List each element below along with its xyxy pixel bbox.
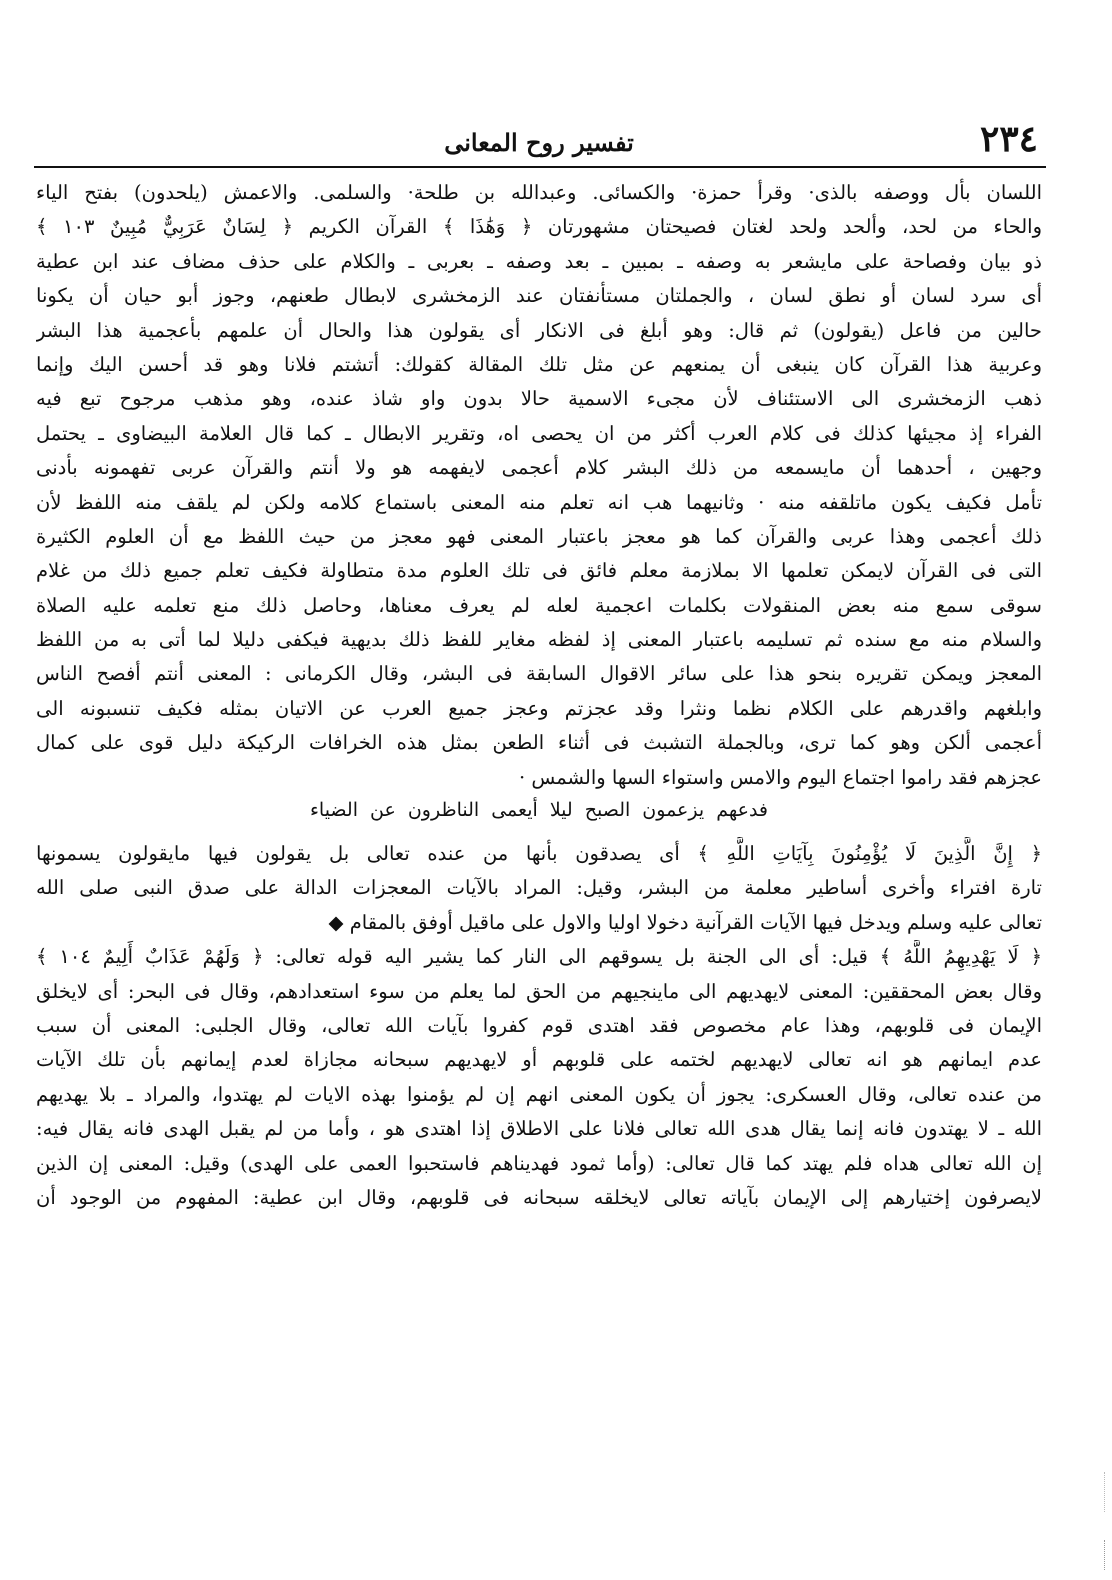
text-line: وعربية هذا القرآن كان ينبغى أن يمنعهم عن مثل تلك المقالة كقولك: أتشتم فلانا وهو قد أحسن اليك وإنما — [36, 352, 1042, 376]
text-line: عجزهم فقد راموا اجتماع اليوم والامس واستواء السها والشمس · — [519, 765, 1042, 789]
text-line: تأمل فكيف يكون ماتلقفه منه · وثانيهما هب انه تعلم منه المعنى باستماع كلامه ولكن لم يلقف منه اللفظ لأن — [36, 490, 1042, 514]
text-line: التى فى القرآن لايمكن تعلمها الا بملازمة معلم فائق فى تلك العلوم مدة متطاولة فكيف تعلم جميع ذلك من غلام — [36, 559, 1042, 583]
text-line: وقال بعض المحققين: المعنى لايهديهم الى ماينجيهم من الحق لما يعلم من سوء استعدادهم، وقال فى البحر: أى لايخلق — [36, 979, 1042, 1003]
page-number: ٢٣٤ — [979, 118, 1038, 160]
scan-artifact — [1104, 1540, 1106, 1570]
scan-artifact — [1104, 1472, 1106, 1512]
text-line: عدم ايمانهم هو انه تعالى لايهديهم لختمه على قلوبهم أو لايهديهم سبحانه مجازاة لعدم إيمانهم بأن تلك الآيات — [36, 1048, 1042, 1072]
header-rule — [34, 166, 1046, 168]
text-line: وجهين ، أحدهما أن مايسمعه من ذلك البشر كلام أعجمى لايفهمه هو ولا أنتم والقرآن عربى تفهمونه بأدنى — [36, 456, 1042, 480]
text-line: وابلغهم واقدرهم على الكلام نظما ونثرا وقد عجزتم وعجز جميع العرب عن الاتيان بمثله فكيف تنسبونه الى — [36, 696, 1042, 720]
text-line: أى سرد لسان أو نطق لسان ، والجملتان مستأنفتان عند الزمخشرى لابطال طعنهم، وجوز أبو حيان أن يكونا — [36, 284, 1042, 308]
text-line: الإيمان فى قلوبهم، وهذا عام مخصوص فقد اهتدى قوم كفروا بآيات الله تعالى، وقال الجلبى: المعنى أن سبب — [36, 1013, 1042, 1037]
text-line: ﴿ إِنَّ الَّذِينَ لَا يُؤْمِنُونَ بِآيَاتِ اللَّهِ ﴾ أى يصدقون بأنها من عنده تعالى بل يقولون فيها مايقولون يسمونها — [36, 842, 1042, 866]
poetry-verse — [36, 795, 1042, 825]
spacer — [36, 825, 1042, 837]
text-line: لايصرفون إختيارهم إلى الإيمان بآياته تعالى لايخلقه سبحانه فى قلوبهم، وقال ابن عطية: المفهوم من الوجود أن — [36, 1185, 1042, 1209]
text-line: سوقى سمع منه بعض المنقولات بكلمات اعجمية لعله لم يعرف معناها، وحاصل ذلك منع تعلمه عليه الصلاة — [36, 593, 1042, 617]
text-line: والسلام منه مع سنده ثم تسليمه باعتبار المعنى إذ لفظه مغاير للفظ ذلك بديهية فيكفى دليلا لما أتى به من اللفظ — [36, 628, 1042, 652]
text-line: تارة افتراء وأخرى أساطير معلمة من البشر، وقيل: المراد بالآيات المعجزات الدالة على صدق النبى صلى الله — [36, 876, 1042, 900]
text-line: ﴿ لَا يَهْدِيهِمُ اللَّهُ ﴾ قيل: أى الى الجنة بل يسوقهم الى النار كما يشير اليه قوله تعالى: ﴿ وَلَهُمْ عَذَابٌ أَلِيمٌ ١٠٤ ﴾ — [36, 945, 1042, 969]
text-line: والحاء من لحد، وألحد ولحد لغتان فصيحتان مشهورتان ﴿ وَهَٰذَا ﴾ القرآن الكريم ﴿ لِسَانٌ عَرَبِيٌّ مُبِينٌ ١٠٣ ﴾ — [36, 215, 1042, 239]
text-line: اللسان بأل ووصفه بالذى· وقرأ حمزة· والكسائى. وعبدالله بن طلحة· والسلمى. والاعمش (يلحدون) بفتح الياء — [36, 181, 1042, 204]
text-line: إن الله تعالى هداه فلم يهتد كما قال تعالى: (وأما ثمود فهديناهم فاستحبوا العمى على الهدى) وقيل: المعنى إن الذين — [36, 1151, 1042, 1175]
text-line: ذهب الزمخشرى الى الاستئناف لأن مجىء الاسمية حالا بدون واو شاذ عنده، وهو مذهب مرجوح تبع فيه — [36, 387, 1042, 411]
text-line: الفراء إذ مجيئها كذلك فى كلام العرب أكثر من ان يحصى اه، وتقرير الابطال ـ كما قال العلامة البيضاوى ـ يحتمل — [36, 421, 1042, 445]
verse-hemistich-first: فدعهم يزعمون الصبح ليلا — [549, 799, 769, 822]
verse-hemistich-second: أيعمى الناظرون عن الضياء — [309, 799, 538, 822]
page-header — [36, 118, 1042, 170]
text-line: الله ـ لا يهتدون فانه إنما يقال هدى الله تعالى فلانا على الاطلاق إذا اهتدى هو ، وأما من لم يقبل الهدى فانه يقال فيه: — [36, 1117, 1042, 1141]
text-line: ذو بيان وفصاحة على مايشعر به وصفه ـ بمبين ـ بعد وصفه ـ بعربى ـ والكلام على حذف مضاف عند ابن عطية — [36, 249, 1042, 273]
text-line: من عنده تعالى، وقال العسكرى: يجوز أن يكون المعنى انهم إن لم يؤمنوا بهذه الايات لم يهتدوا، والمراد ـ بلا يهديهم — [36, 1082, 1042, 1106]
text-body — [36, 176, 1042, 1215]
text-line: ذلك أعجمى وهذا عربى والقرآن كما هو معجز باعتبار المعنى فهو معجز من حيث اللفظ مع أن العلوم الكثيرة — [36, 524, 1042, 548]
text-line: المعجز ويمكن تقريره بنحو هذا على سائر الاقوال السابقة فى البشر، وقال الكرمانى : المعنى أنتم أفصح الناس — [36, 662, 1042, 686]
text-line: حالين من فاعل (يقولون) ثم قال: وهو أبلغ فى الانكار أى يقولون هذا والحال أن علمهم بأعجمية هذا البشر — [36, 318, 1042, 342]
text-line: تعالى عليه وسلم ويدخل فيها الآيات القرآنية دخولا اوليا والاول على ماقيل أوفق بالمقام ◆ — [328, 910, 1042, 934]
running-title: تفسير روح المعانى — [444, 128, 634, 157]
text-line: أعجمى ألكن وهو كما ترى، وبالجملة التشبث فى أثناء الطعن بمثل هذه الخرافات الركيكة دليل قوى على كمال — [36, 731, 1042, 755]
